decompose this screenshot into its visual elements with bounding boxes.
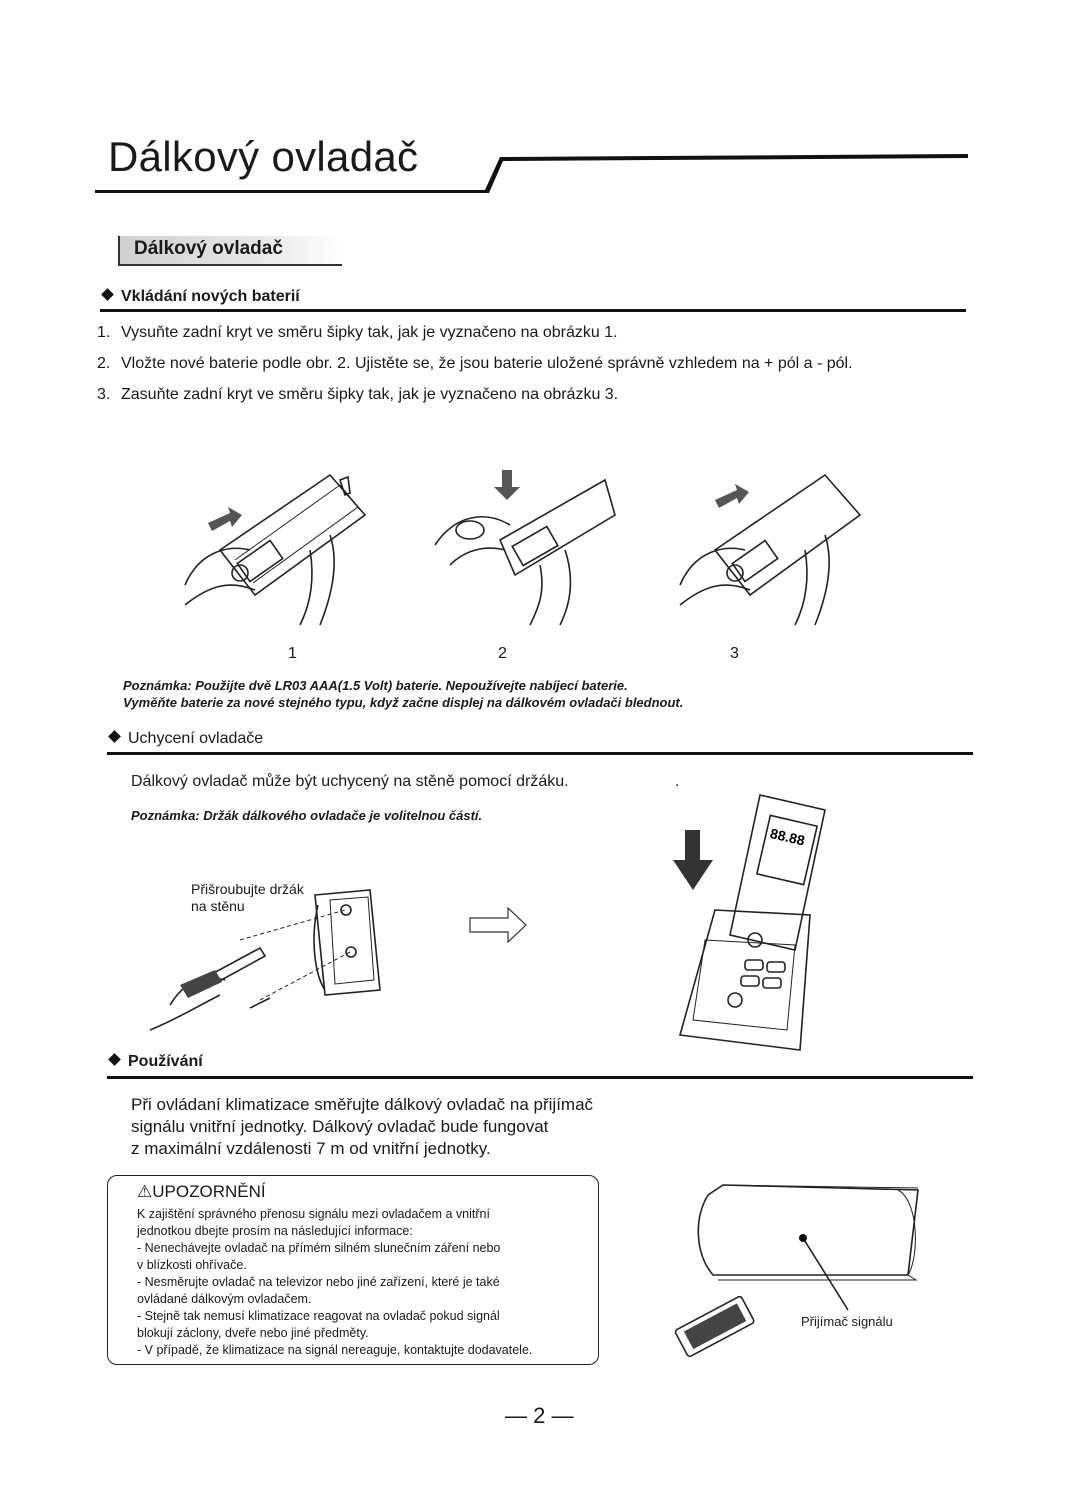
battery-note-line-1: Poznámka: Použijte dvě LR03 AAA(1.5 Volt) baterie. Nepoužívejte nabíjecí baterie.: [123, 678, 628, 693]
title-rule: [0, 0, 1083, 200]
usage-line-2: signálu vnitřní jednotky. Dálkový ovladač bude fungovat: [131, 1117, 549, 1136]
right-arrow-icon: [470, 908, 530, 948]
warning-line-2: jednotkou dbejte prosím na následující informace:: [137, 1224, 413, 1238]
warning-line-1: K zajištění správného přenosu signálu mezi ovladačem a vnitřní: [137, 1207, 490, 1221]
page-title: Dálkový ovladač: [108, 133, 419, 180]
warning-line-9: - V případě, že klimatizace na signál nereaguje, kontaktujte dodavatele.: [137, 1343, 533, 1357]
figure-label-2: 2: [498, 645, 507, 662]
stray-mark: .: [675, 773, 680, 790]
warning-line-5: - Nesměrujte ovladač na televizor nebo jiné zařízení, které je také: [137, 1275, 500, 1289]
diamond-bullet-icon: [108, 1053, 121, 1066]
warning-line-7: - Stejně tak nemusí klimatizace reagovat na ovladač pokud signál: [137, 1309, 500, 1323]
figure-label-3: 3: [730, 645, 739, 662]
warning-title: ⚠UPOZORNĚNÍ: [137, 1182, 266, 1201]
battery-note-line-2: Vyměňte baterie za nové stejného typu, když začne displej na dálkovém ovladači blednout.: [123, 695, 684, 710]
indoor-unit-figure: [668, 1180, 928, 1365]
page-number-footer: [505, 1403, 574, 1429]
battery-figure-3: [675, 455, 875, 625]
batteries-heading: Vkládání nových baterií: [103, 288, 300, 306]
mounting-note: Poznámka: Držák dálkového ovladače je volitelnou částí.: [131, 808, 483, 823]
diamond-bullet-icon: [108, 730, 121, 743]
battery-step-1: 1. Vysuňte zadní kryt ve směru šipky tak, jak je vyznačeno na obrázku 1.: [97, 324, 618, 341]
page-number: 2: [533, 1403, 546, 1428]
section-label: Dálkový ovladač: [134, 238, 283, 259]
holder-screw-figure: [140, 880, 400, 1050]
section-label-box: [118, 236, 342, 266]
mounting-text: Dálkový ovladač může být uchycený na stěně pomocí držáku.: [131, 773, 569, 790]
usage-line-3: z maximální vzdálenosti 7 m od vnitřní jednotky.: [131, 1139, 491, 1158]
warning-line-6: ovládané dálkovým ovladačem.: [137, 1292, 312, 1306]
battery-step-3: 3. Zasuňte zadní kryt ve směru šipky tak, jak je vyznačeno na obrázku 3.: [97, 386, 619, 403]
footer-dash-left: —: [505, 1403, 534, 1428]
warning-line-4: v blízkosti ohřívače.: [137, 1258, 247, 1272]
warning-triangle-icon: ⚠: [137, 1182, 153, 1201]
battery-figure-1: [180, 455, 380, 625]
svg-text:88.88: 88.88: [768, 825, 807, 849]
receiver-label: Přijímač signálu: [801, 1314, 893, 1329]
usage-heading: Používání: [110, 1053, 203, 1071]
batteries-rule: [100, 309, 966, 312]
usage-rule: [107, 1076, 973, 1079]
battery-step-2: 2. Vložte nové baterie podle obr. 2. Ujistěte se, že jsou baterie uložené správně vzhledem na + pól a - pól.: [97, 355, 853, 372]
screw-caption-line-1: Přišroubujte držák: [191, 881, 304, 897]
diamond-bullet-icon: [101, 288, 114, 301]
mounting-rule: [107, 752, 973, 755]
warning-line-3: - Nenechávejte ovladač na přímém silném slunečním záření nebo: [137, 1241, 501, 1255]
mounting-heading: Uchycení ovladače: [110, 730, 263, 748]
figure-label-1: 1: [288, 645, 297, 662]
remote-in-holder-figure: [675, 790, 835, 1060]
warning-line-8: blokují záclony, dveře nebo jiné předměty.: [137, 1326, 369, 1340]
battery-figure-2: [430, 465, 630, 625]
screw-caption-line-2: na stěnu: [191, 898, 245, 914]
usage-line-1: Při ovládaní klimatizace směřujte dálkový ovladač na přijímač: [131, 1095, 594, 1114]
footer-dash-right: —: [545, 1403, 574, 1428]
